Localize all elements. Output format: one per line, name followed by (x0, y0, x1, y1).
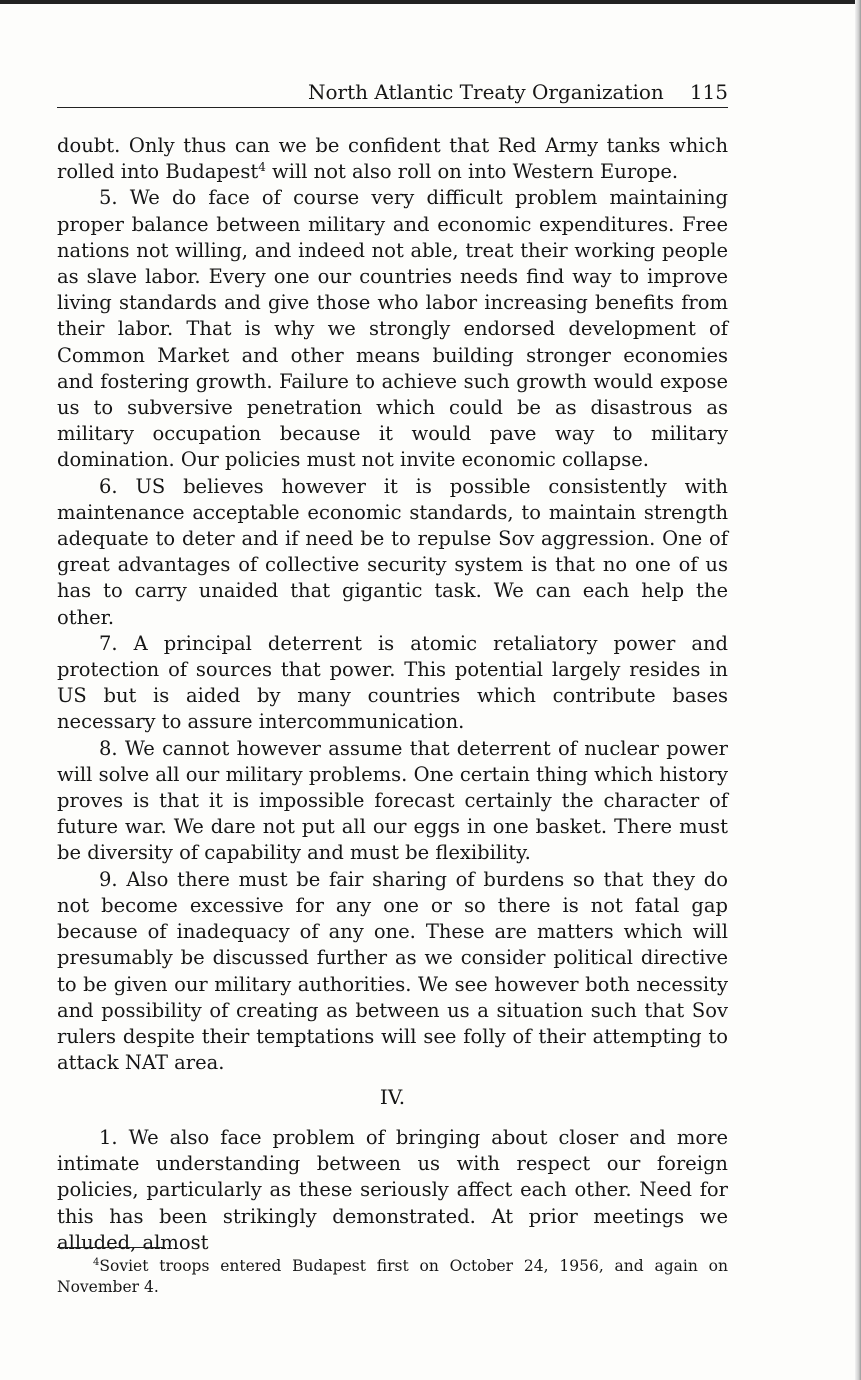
continuation-text: doubt. Only thus can we be confident that Red Army tanks which rolled into Budapest (57, 134, 728, 184)
footnote-marker: 4 (93, 1257, 100, 1268)
running-header (57, 80, 728, 108)
footnote (57, 1256, 728, 1298)
paragraph-9: 9. Also there must be fair sharing of burdens so that they do not become excessive for any one or so there is not fatal gap because of inadequacy of any one. These are matters which will presumably be discussed further as we consider political directive to be given our military authorities. We see however both necessity and possibility of creating as between us a situation such that Sov rulers despite their temptations will see folly of their attempting to attack NAT area. (57, 867, 728, 1075)
footnote-divider (57, 1247, 165, 1248)
paragraph-8: 8. We cannot however assume that deterrent of nuclear power will solve all our military problems. One certain thing which history proves is that it is impossible forecast certainly the character of future war. We dare not put all our eggs in one basket. There must be diversity of capability and must be flexibility. (57, 736, 728, 865)
page-number: 115 (689, 80, 728, 104)
section-heading: IV. (379, 1085, 406, 1109)
footnote-text: Soviet troops entered Budapest first on October 24, 1956, and again on November 4. (57, 1257, 728, 1296)
footnote-reference: 4 (258, 160, 266, 175)
section-text (57, 1125, 728, 1256)
running-title: North Atlantic Treaty Organization (307, 80, 664, 104)
page-top-edge (0, 0, 861, 4)
paragraph-6: 6. US believes however it is possible consistently with maintenance acceptable economic standards, to maintain strength adequate to deter and if need be to repulse Sov aggression. One of great advantages of collective security system is that no one of us has to carry unaided that gigantic task. We can each help the other. (57, 474, 728, 629)
section-paragraph-1: 1. We also face problem of bringing about closer and more intimate understanding between us with respect our foreign policies, particularly as these seriously affect each other. Need for this has been strikingly demonstrated. At prior meetings we alluded, almost (57, 1126, 728, 1254)
continuation-text-end: will not also roll on into Western Europe. (265, 160, 679, 184)
paragraph-7: 7. A principal deterrent is atomic retaliatory power and protection of sources that power. This potential largely resides in US but is aided by many countries which contribute bases necessary to assure intercommunication. (57, 631, 728, 734)
paragraph-5: 5. We do face of course very difficult problem maintaining proper balance between military and economic expenditures. Free nations not willing, and indeed not able, treat their working people as slave labor. Every one our countries needs find way to improve living standards and give those who labor increasing benefits from their labor. That is why we strongly endorsed development of Common Market and other means building stronger economies and fostering growth. Failure to achieve such growth would expose us to subversive penetration which could be as disastrous as military occupation because it would pave way to military domination. Our policies must not invite economic collapse. (57, 186, 728, 472)
page-binding-edge (855, 0, 861, 1380)
main-text (57, 133, 728, 1076)
continuation-paragraph (57, 133, 728, 185)
